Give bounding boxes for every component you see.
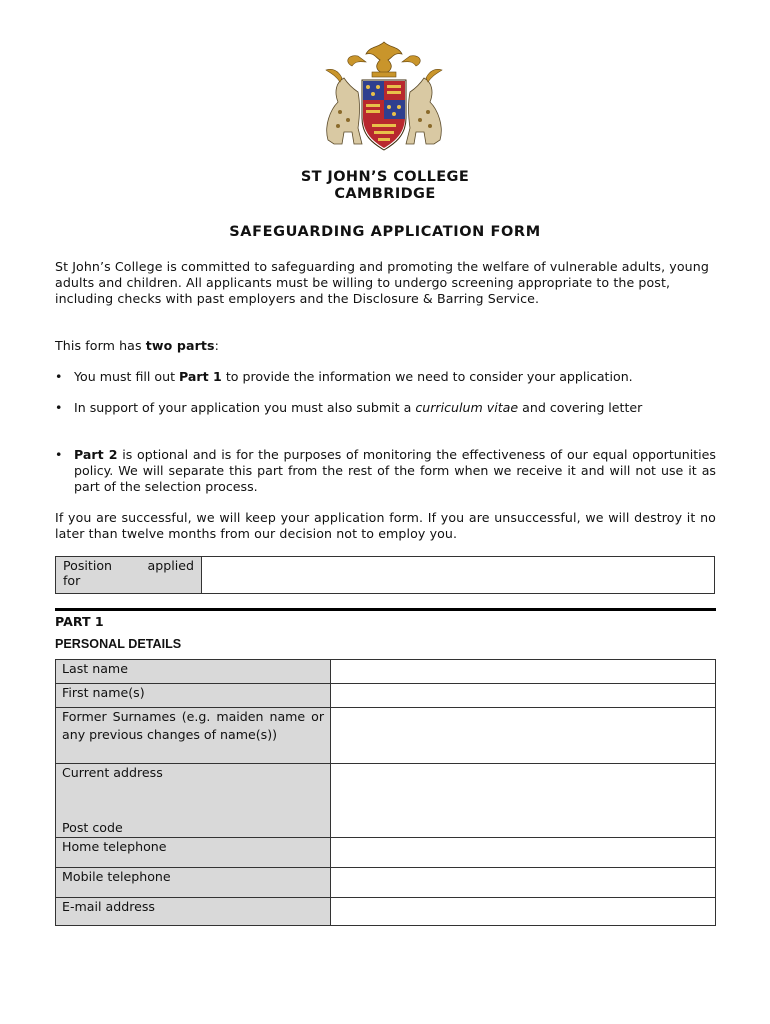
position-table [55,556,715,594]
bullet1-suffix: to provide the information we need to consider your application. [221,369,633,384]
bullet-item-cv [55,400,716,416]
form-title: SAFEGUARDING APPLICATION FORM [229,224,541,240]
email-address-field[interactable] [331,898,716,926]
home-telephone-label: Home telephone [56,838,331,868]
bullet-icon: • [55,447,63,462]
bullet3-suffix: is optional and is for the purposes of monitoring the effectiveness of our equal opportunities policy. We will separate this part from the rest of the form when we receive it and will not use it as part of the selection process. [74,447,716,494]
college-name [0,169,770,203]
parts-bold: two parts [145,338,215,353]
bullet-icon: • [55,400,63,415]
college-name-line2: CAMBRIDGE [334,186,436,202]
bullet-item-part1 [55,369,716,385]
last-name-label: Last name [56,660,331,684]
college-crest-logo [318,40,450,152]
personal-details-heading: PERSONAL DETAILS [55,637,182,651]
college-name-line1: ST JOHN’S COLLEGE [300,169,470,185]
mobile-telephone-label: Mobile telephone [56,868,331,898]
former-surnames-field[interactable] [331,708,716,764]
position-applied-input[interactable] [202,557,714,593]
bullet1-bold: Part 1 [179,369,222,384]
table-row [56,838,716,868]
bullet2-prefix: In support of your application you must also submit a [74,400,416,415]
first-name-label: First name(s) [56,684,331,708]
bullet2-italic: curriculum vitae [415,400,519,415]
personal-details-table [55,659,716,926]
bullet3-bold: Part 2 [74,447,118,462]
current-address-label [56,764,331,838]
table-row [56,684,716,708]
part1-heading: PART 1 [55,614,104,629]
parts-suffix: : [214,338,219,353]
bullet2-suffix: and covering letter [518,400,643,415]
current-address-field[interactable] [331,764,716,838]
bullet-icon: • [55,369,63,384]
current-address-label-text: Current address [62,765,163,780]
parts-intro [55,338,716,354]
outcome-paragraph: If you are successful, we will keep your application form. If you are unsuccessful, we will destroy it no later than twelve months from our decision not to employ you. [55,510,716,541]
table-row [56,660,716,684]
position-label-line2: for [63,573,81,588]
intro-paragraph: St John’s College is committed to safeguarding and promoting the welfare of vulnerable adults, young adults and children. All applicants must be willing to undergo screening appropriate to the post, including checks with past employers and the Disclosure & Barring Service. [55,259,709,306]
parts-prefix: This form has [55,338,146,353]
table-row [56,708,716,764]
position-label [56,557,202,593]
bullet-item-part2 [55,447,716,495]
post-code-label: Post code [62,820,123,835]
section-divider [55,608,716,611]
first-name-field[interactable] [331,684,716,708]
mobile-telephone-field[interactable] [331,868,716,898]
last-name-field[interactable] [331,660,716,684]
table-row [56,898,716,926]
table-row [56,868,716,898]
table-row [56,764,716,838]
home-telephone-field[interactable] [331,838,716,868]
former-surnames-label: Former Surnames (e.g. maiden name or any previous changes of name(s)) [56,708,331,764]
email-address-label: E-mail address [56,898,331,926]
position-label-line1: Position applied [63,558,194,573]
bullet1-prefix: You must fill out [74,369,180,384]
